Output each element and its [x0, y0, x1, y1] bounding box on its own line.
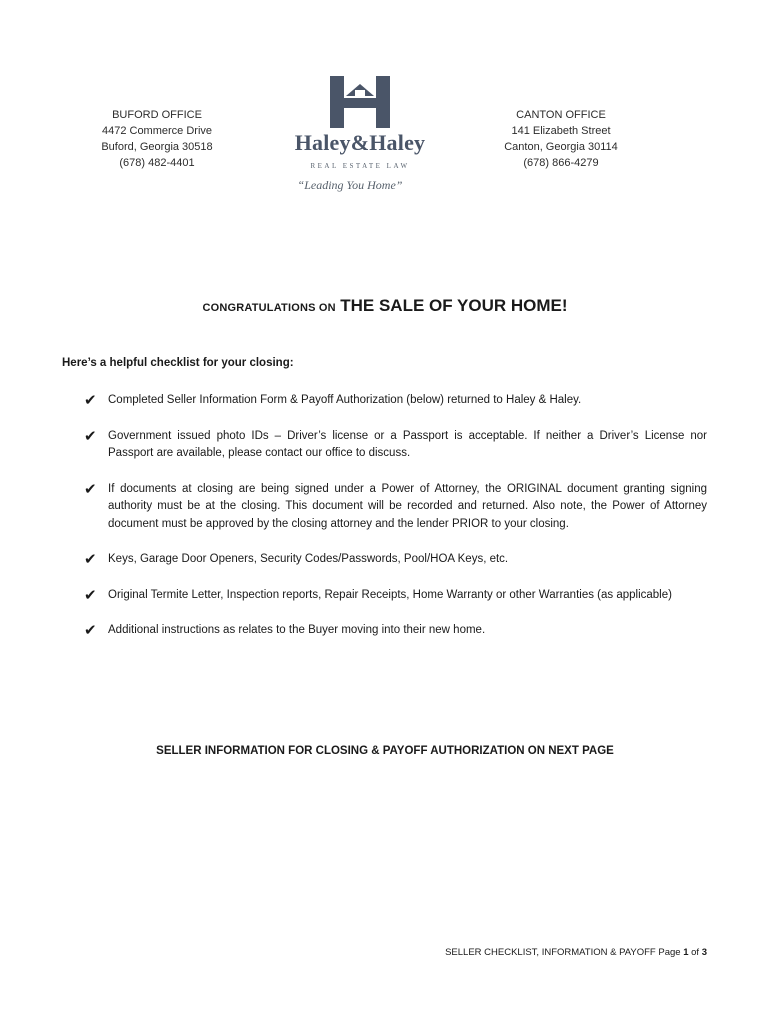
checklist-item [84, 551, 707, 569]
house-h-monogram-icon [328, 76, 392, 128]
checklist-item-text: Keys, Garage Door Openers, Security Codes/Passwords, Pool/HOA Keys, etc. [108, 553, 509, 565]
checkmark-icon: ✔ [84, 392, 97, 409]
footer-label: SELLER CHECKLIST, INFORMATION & PAYOFF Page [445, 947, 681, 958]
office-street: 141 Elizabeth Street [511, 125, 611, 137]
checklist-item [84, 587, 707, 605]
checklist-item [84, 622, 707, 640]
canton-office-address [461, 107, 661, 171]
office-city: Canton, Georgia 30114 [504, 141, 618, 153]
title-main: THE SALE OF YOUR HOME! [340, 296, 568, 315]
checklist-intro: Here’s a helpful checklist for your closing: [62, 357, 294, 369]
page-footer [445, 947, 707, 958]
office-phone: (678) 866-4279 [523, 157, 599, 169]
logo-tagline: “Leading You Home” [297, 178, 403, 192]
next-page-notice: SELLER INFORMATION FOR CLOSING & PAYOFF AUTHORIZATION ON NEXT PAGE [156, 745, 614, 757]
checklist-item-text: Original Termite Letter, Inspection reports, Repair Receipts, Home Warranty or other Warranties (as applicable) [108, 588, 672, 601]
checklist-item-text: Completed Seller Information Form & Payoff Authorization (below) returned to Haley & Haley. [108, 394, 582, 406]
buford-office-address [57, 107, 257, 171]
haley-haley-logo [280, 76, 440, 198]
office-name: BUFORD OFFICE [112, 109, 202, 121]
checklist-item-text: Additional instructions as relates to the Buyer moving into their new home. [108, 624, 486, 636]
checklist-item-text: If documents at closing are being signed under a Power of Attorney, the ORIGINAL document granting signing authority must be at the closing. This document will be recorded and returned. Also note, the Power of Attorney document must be approved by the closing attorney and the lender PRIOR to your closing. [108, 482, 707, 530]
checkmark-icon: ✔ [84, 551, 97, 568]
logo-wordmark: Haley&Haley [294, 130, 426, 155]
checkmark-icon: ✔ [84, 622, 97, 639]
page-title [0, 296, 770, 316]
checklist-item [84, 392, 707, 410]
footer-page-number: 1 [683, 947, 689, 958]
office-name: CANTON OFFICE [516, 109, 606, 121]
closing-checklist [84, 392, 707, 658]
footer-of: of [691, 947, 700, 958]
office-street: 4472 Commerce Drive [101, 125, 213, 137]
title-prefix: CONGRATULATIONS ON [202, 302, 336, 314]
logo-subtitle: REAL ESTATE LAW [310, 162, 410, 170]
checklist-item [84, 428, 707, 463]
checklist-item-text: Government issued photo IDs – Driver’s license or a Passport is acceptable. If neither a Driver’s License nor Passport are available, please contact our office to discuss. [108, 429, 707, 459]
office-phone: (678) 482-4401 [119, 157, 195, 169]
office-city: Buford, Georgia 30518 [101, 141, 213, 153]
checkmark-icon: ✔ [84, 427, 97, 445]
checkmark-icon: ✔ [84, 586, 97, 604]
checklist-item [84, 481, 707, 534]
footer-page-total: 3 [701, 947, 707, 958]
checkmark-icon: ✔ [84, 480, 97, 498]
